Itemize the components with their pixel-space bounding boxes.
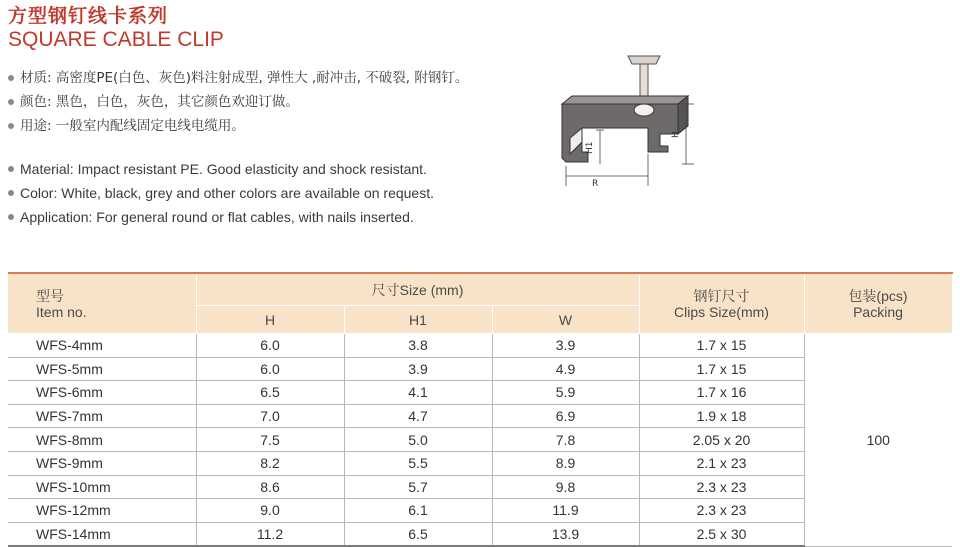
feature-color-en: Color: White, black, grey and other colors are available on request. xyxy=(8,181,434,205)
cell-h1: 6.5 xyxy=(344,522,492,546)
cell-w: 6.9 xyxy=(492,404,639,428)
cell-w: 7.8 xyxy=(492,428,639,452)
cell-h: 9.0 xyxy=(196,499,344,523)
cell-h: 6.0 xyxy=(196,357,344,381)
table-row xyxy=(8,334,952,358)
cell-item: WFS-10mm xyxy=(8,475,196,499)
cable-clip-diagram xyxy=(548,42,698,202)
cell-item: WFS-6mm xyxy=(8,381,196,405)
cell-packing: 100 xyxy=(804,334,952,547)
cell-h1: 6.1 xyxy=(344,499,492,523)
nail-head xyxy=(628,56,660,64)
header-w: W xyxy=(492,306,639,334)
cell-h: 6.0 xyxy=(196,334,344,358)
cell-h1: 5.5 xyxy=(344,451,492,475)
cell-clips: 1.7 x 15 xyxy=(639,357,804,381)
cell-w: 4.9 xyxy=(492,357,639,381)
page-title-en: SQUARE CABLE CLIP xyxy=(8,28,224,51)
clip-top-face xyxy=(562,96,688,104)
cell-w: 9.8 xyxy=(492,475,639,499)
header-item-cn: 型号 xyxy=(36,287,64,304)
table-header-row xyxy=(8,273,952,306)
cell-clips: 2.3 x 23 xyxy=(639,475,804,499)
header-item xyxy=(8,273,196,334)
cell-h: 8.2 xyxy=(196,451,344,475)
cell-item: WFS-8mm xyxy=(8,428,196,452)
dim-h-label: H xyxy=(671,131,681,138)
feature-color-cn: 颜色: 黑色，白色，灰色，其它颜色欢迎订做。 xyxy=(8,90,468,114)
cell-item: WFS-12mm xyxy=(8,499,196,523)
cell-item: WFS-5mm xyxy=(8,357,196,381)
cell-clips: 2.5 x 30 xyxy=(639,522,804,546)
page-title-cn: 方型钢钉线卡系列 xyxy=(8,5,169,27)
cell-h1: 3.9 xyxy=(344,357,492,381)
header-h1: H1 xyxy=(344,306,492,334)
cell-item: WFS-14mm xyxy=(8,522,196,546)
header-clips xyxy=(639,273,804,334)
header-packing-cn: 包装(pcs) xyxy=(848,287,908,304)
cell-h1: 4.1 xyxy=(344,381,492,405)
cell-w: 5.9 xyxy=(492,381,639,405)
cell-clips: 2.1 x 23 xyxy=(639,451,804,475)
cell-h: 8.6 xyxy=(196,475,344,499)
feature-material-en: Material: Impact resistant PE. Good elasticity and shock resistant. xyxy=(8,157,434,181)
cell-clips: 2.3 x 23 xyxy=(639,499,804,523)
header-clips-cn: 钢钉尺寸 xyxy=(693,287,750,304)
cell-h1: 3.8 xyxy=(344,334,492,358)
features-en-list xyxy=(8,157,434,229)
cell-h1: 4.7 xyxy=(344,404,492,428)
cell-item: WFS-9mm xyxy=(8,451,196,475)
cell-w: 8.9 xyxy=(492,451,639,475)
cell-w: 13.9 xyxy=(492,522,639,546)
cell-clips: 2.05 x 20 xyxy=(639,428,804,452)
cell-h: 11.2 xyxy=(196,522,344,546)
feature-application-cn: 用途: 一般室内配线固定电线电缆用。 xyxy=(8,114,468,138)
cell-h: 7.5 xyxy=(196,428,344,452)
cell-h: 6.5 xyxy=(196,381,344,405)
cell-clips: 1.7 x 15 xyxy=(639,334,804,358)
header-item-en: Item no. xyxy=(36,303,87,320)
cell-clips: 1.9 x 18 xyxy=(639,404,804,428)
feature-material-cn: 材质: 高密度PE(白色、灰色)料注射成型, 弹性大 ,耐冲击, 不破裂, 附钢钉。 xyxy=(8,66,468,90)
feature-application-en: Application: For general round or flat cables, with nails inserted. xyxy=(8,205,434,229)
cell-w: 3.9 xyxy=(492,334,639,358)
header-size: 尺寸Size (mm) xyxy=(196,273,639,306)
features-cn-list xyxy=(8,66,468,138)
dim-h1-label: H1 xyxy=(585,141,595,154)
cell-h1: 5.7 xyxy=(344,475,492,499)
cell-h: 7.0 xyxy=(196,404,344,428)
cell-item: WFS-4mm xyxy=(8,334,196,358)
nail-hole xyxy=(634,104,654,116)
cell-item: WFS-7mm xyxy=(8,404,196,428)
cell-h1: 5.0 xyxy=(344,428,492,452)
spec-table xyxy=(8,272,953,547)
table-body xyxy=(8,334,952,547)
header-packing xyxy=(804,273,952,334)
dim-r-label: R xyxy=(592,179,599,189)
cell-w: 11.9 xyxy=(492,499,639,523)
header-packing-en: Packing xyxy=(853,303,903,320)
header-clips-en: Clips Size(mm) xyxy=(674,303,769,320)
cell-clips: 1.7 x 16 xyxy=(639,381,804,405)
header-h: H xyxy=(196,306,344,334)
